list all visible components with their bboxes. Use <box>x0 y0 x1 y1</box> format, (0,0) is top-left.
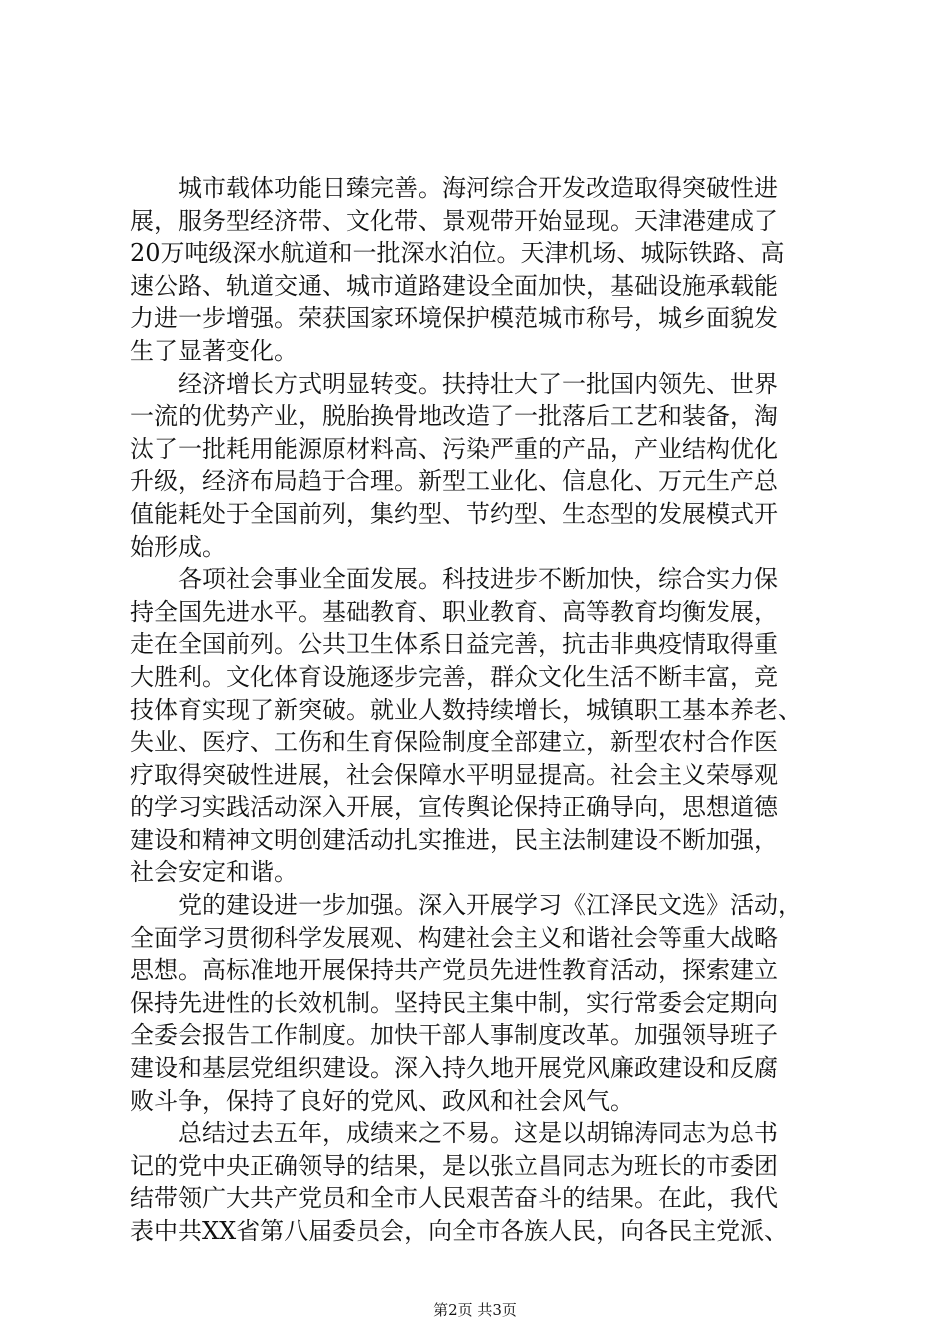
text-line: 建设和基层党组织建设。深入持久地开展党风廉政建设和反腐 <box>130 1054 778 1083</box>
text-line: 力进一步增强。荣获国家环境保护模范城市称号，城乡面貌发 <box>130 304 778 333</box>
text-line: 的学习实践活动深入开展，宣传舆论保持正确导向，思想道德 <box>130 793 778 822</box>
text-line: 走在全国前列。公共卫生体系日益完善，抗击非典疫情取得重 <box>130 630 778 659</box>
text-line: 表中共XX省第八届委员会，向全市各族人民，向各民主党派、 <box>130 1217 789 1245</box>
text-line: 思想。高标准地开展保持共产党员先进性教育活动，探索建立 <box>130 956 778 985</box>
text-line: 失业、医疗、工伤和生育保险制度全部建立，新型农村合作医 <box>130 728 778 757</box>
text-line: 全面学习贯彻科学发展观、构建社会主义和谐社会等重大战略 <box>130 923 778 952</box>
text-line: 大胜利。文化体育设施逐步完善，群众文化生活不断丰富，竞 <box>130 662 778 691</box>
text-line: 各项社会事业全面发展。科技进步不断加快，综合实力保 <box>178 565 778 594</box>
text-line: 展，服务型经济带、文化带、景观带开始显现。天津港建成了 <box>130 206 778 235</box>
text-line: 败斗争，保持了良好的党风、政风和社会风气。 <box>130 1086 634 1115</box>
text-line: 生了显著变化。 <box>130 336 298 365</box>
text-line: 经济增长方式明显转变。扶持壮大了一批国内领先、世界 <box>178 369 778 398</box>
text-line: 疗取得突破性进展，社会保障水平明显提高。社会主义荣辱观 <box>130 760 778 789</box>
text-line: 全委会报告工作制度。加快干部人事制度改革。加强领导班子 <box>130 1021 778 1050</box>
text-line: 城市载体功能日臻完善。海河综合开发改造取得突破性进 <box>178 174 778 202</box>
text-line: 20万吨级深水航道和一批深水泊位。天津机场、城际铁路、高 <box>130 239 785 268</box>
text-line: 速公路、轨道交通、城市道路建设全面加快，基础设施承载能 <box>130 271 778 300</box>
text-line: 社会安定和谐。 <box>130 858 298 887</box>
text-line: 一流的优势产业，脱胎换骨地改造了一批落后工艺和装备，淘 <box>130 402 778 431</box>
text-line: 总结过去五年，成绩来之不易。这是以胡锦涛同志为总书 <box>178 1119 778 1148</box>
document-body <box>130 172 830 1248</box>
text-line: 技体育实现了新突破。就业人数持续增长，城镇职工基本养老、 <box>130 695 802 724</box>
text-line: 结带领广大共产党员和全市人民艰苦奋斗的结果。在此，我代 <box>130 1184 778 1213</box>
text-line: 汰了一批耗用能源原材料高、污染严重的产品，产业结构优化 <box>130 434 778 463</box>
text-line: 保持先进性的长效机制。坚持民主集中制，实行常委会定期向 <box>130 988 778 1017</box>
text-line: 升级，经济布局趋于合理。新型工业化、信息化、万元生产总 <box>130 467 778 496</box>
text-line: 党的建设进一步加强。深入开展学习《江泽民文选》活动， <box>178 891 802 920</box>
text-line: 持全国先进水平。基础教育、职业教育、高等教育均衡发展， <box>130 597 778 626</box>
page-number-footer: 第2页 共3页 <box>433 1301 517 1319</box>
text-line: 始形成。 <box>130 532 226 561</box>
text-line: 记的党中央正确领导的结果，是以张立昌同志为班长的市委团 <box>130 1151 778 1180</box>
text-line: 建设和精神文明创建活动扎实推进，民主法制建设不断加强， <box>130 825 778 854</box>
text-line: 值能耗处于全国前列，集约型、节约型、生态型的发展模式开 <box>130 499 778 528</box>
